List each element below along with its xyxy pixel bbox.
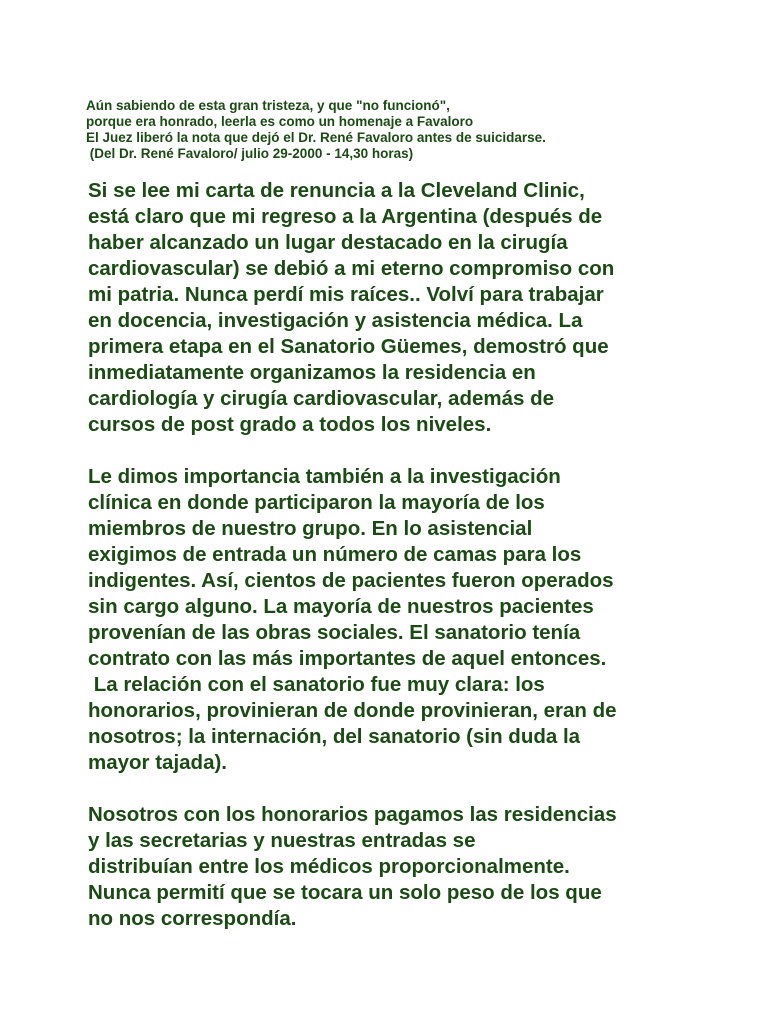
intro-line: (Del Dr. René Favaloro/ julio 29-2000 - 14,30 horas): [86, 146, 414, 161]
paragraph-line: mayor tajada).: [88, 751, 227, 774]
paragraph-line: cardiología y cirugía cardiovascular, además de: [88, 387, 555, 410]
paragraph-line: mi patria. Nunca perdí mis raíces.. Volví para trabajar: [88, 283, 604, 306]
paragraph-line: primera etapa en el Sanatorio Güemes, demostró que: [88, 335, 609, 358]
paragraph-line: exigimos de entrada un número de camas para los: [88, 543, 582, 566]
paragraph-line: provenían de las obras sociales. El sanatorio tenía: [88, 621, 581, 644]
paragraph-line: Nunca permití que se tocara un solo peso de los que: [88, 881, 602, 904]
paragraph-line: nosotros; la internación, del sanatorio (sin duda la: [88, 725, 581, 748]
paragraph-line: y las secretarias y nuestras entradas se: [88, 829, 476, 852]
paragraph-line: La relación con el sanatorio fue muy clara: los: [88, 673, 545, 696]
paragraph-line: contrato con las más importantes de aquel entonces.: [88, 647, 607, 670]
intro-note: [86, 98, 726, 162]
paragraph-line: Si se lee mi carta de renuncia a la Cleveland Clinic,: [88, 179, 585, 202]
letter-body: [88, 178, 728, 958]
paragraph-3: [88, 802, 728, 932]
paragraph-line: inmediatamente organizamos la residencia en: [88, 361, 536, 384]
intro-line: El Juez liberó la nota que dejó el Dr. René Favaloro antes de suicidarse.: [86, 130, 546, 145]
paragraph-line: cursos de post grado a todos los niveles.: [88, 413, 492, 436]
paragraph-line: indigentes. Así, cientos de pacientes fueron operados: [88, 569, 614, 592]
paragraph-line: está claro que mi regreso a la Argentina (después de: [88, 205, 603, 228]
paragraph-line: sin cargo alguno. La mayoría de nuestros pacientes: [88, 595, 594, 618]
paragraph-line: miembros de nuestro grupo. En lo asistencial: [88, 517, 533, 540]
paragraph-line: distribuían entre los médicos proporcionalmente.: [88, 855, 570, 878]
paragraph-line: Le dimos importancia también a la investigación: [88, 465, 561, 488]
paragraph-line: cardiovascular) se debió a mi eterno compromiso con: [88, 257, 615, 280]
paragraph-line: no nos correspondía.: [88, 907, 297, 930]
intro-line: Aún sabiendo de esta gran tristeza, y que "no funcionó",: [86, 98, 450, 113]
paragraph-2: [88, 464, 728, 776]
paragraph-line: honorarios, provinieran de donde provinieran, eran de: [88, 699, 617, 722]
paragraph-1: [88, 178, 728, 438]
intro-line: porque era honrado, leerla es como un homenaje a Favaloro: [86, 114, 474, 129]
paragraph-line: clínica en donde participaron la mayoría de los: [88, 491, 545, 514]
paragraph-line: en docencia, investigación y asistencia médica. La: [88, 309, 583, 332]
paragraph-line: Nosotros con los honorarios pagamos las residencias: [88, 803, 617, 826]
paragraph-line: haber alcanzado un lugar destacado en la cirugía: [88, 231, 568, 254]
